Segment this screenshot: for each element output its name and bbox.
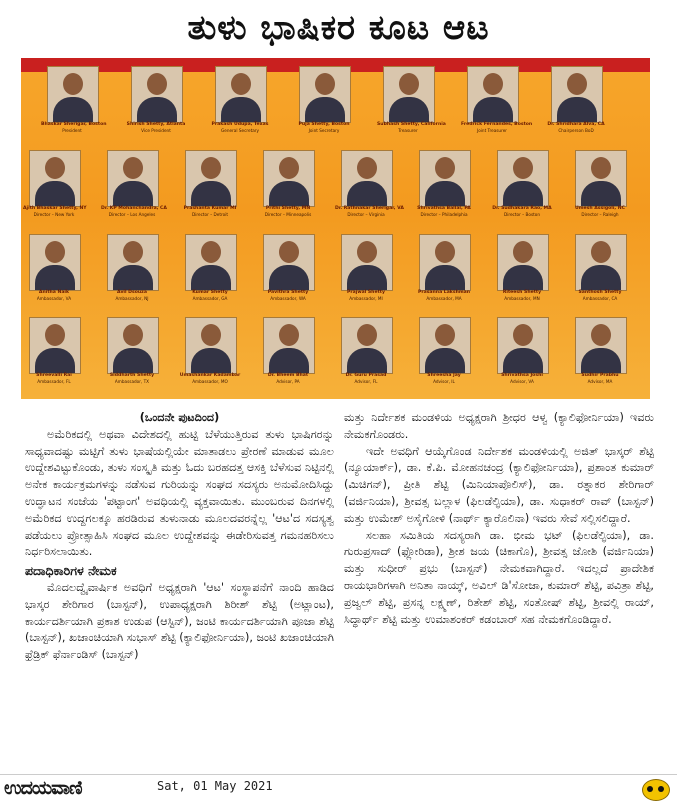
- portrait-photo: [47, 66, 99, 123]
- person-name: Subhash Shetty, California: [377, 122, 446, 127]
- portrait-photo: [341, 317, 393, 374]
- portrait-photo: [575, 150, 627, 207]
- person-role: Director – Philadelphia: [420, 212, 468, 217]
- portrait-photo: [263, 317, 315, 374]
- person-role: Ambassador, FL: [37, 379, 71, 384]
- portrait-photo: [107, 234, 159, 291]
- section-subhead: ಪದಾಧಿಕಾರಿಗಳ ನೇಮಕ: [25, 563, 117, 579]
- person-role: Director – Boston: [503, 212, 541, 217]
- page-footer: [0, 774, 677, 801]
- person-role: Ambassador, WA: [270, 296, 306, 301]
- person-card: [335, 150, 404, 224]
- person-card: [413, 234, 475, 308]
- person-card: [461, 66, 533, 140]
- person-card: [101, 150, 167, 224]
- person-role: Ambassador, GA: [192, 296, 228, 301]
- person-role: Ambassador, NJ: [115, 296, 149, 301]
- portrait-photo: [263, 150, 315, 207]
- person-name: Shrivathsa Joshi: [501, 373, 543, 378]
- person-card: [179, 234, 241, 308]
- person-name: Shreesha Jay: [427, 373, 461, 378]
- portrait-photo: [341, 150, 393, 207]
- person-card: [101, 234, 163, 308]
- person-name: Prasanna Lakshman: [417, 290, 471, 295]
- person-role: Director – Los Angeles: [108, 212, 156, 217]
- person-card: [23, 234, 85, 308]
- person-card: [257, 150, 319, 224]
- portrait-photo: [497, 234, 549, 291]
- person-name: Santhosh Shetty: [578, 290, 622, 295]
- person-name: Anitha Naik: [38, 290, 70, 295]
- person-name: Dr. KP Mohanchandra, CA: [101, 206, 167, 211]
- portrait-photo: [185, 234, 237, 291]
- person-role: Advisor, VA: [510, 379, 534, 384]
- person-card: [545, 66, 607, 140]
- person-card: [209, 66, 271, 140]
- continued-note: (ಒಂದನೇ ಪುಟದಿಂದ): [139, 411, 220, 424]
- person-name: Kumar Shetty: [192, 290, 228, 295]
- portrait-photo: [263, 234, 315, 291]
- person-name: Dr. Guru Prasad: [345, 373, 387, 378]
- paragraph-directors: ಇದೇ ಅವಧಿಗೆ ಆಯ್ಕೆಗೊಂಡ ನಿರ್ದೇಶಕ ಮಂಡಳಿಯಲ್ಲಿ ಅಜಿತ್ ಭಾಸ್ಕರ್ ಶೆಟ್ಟಿ (ನ್ಯೂಯಾರ್ಕ್), ಡಾ. ಕೆ.ಪಿ. ಮೋಹನಚಂದ್ರ (ಕ್ಯಾಲಿಫೋರ್ನಿಯಾ), ಪ್ರಶಾಂತ ಕುಮಾರ್ (ಮಿಚಿಗನ್), ಪ್ರೀತಿ ಶೆಟ್ಟಿ (ಮಿನಿಯಾಪೊಲಿಸ್), ಡಾ. ರತ್ನಾಕರ ಶೇರಿಗಾರ್ (ವರ್ಜಿನಿಯಾ), ಶ್ರೀವತ್ಸ ಬಲ್ಲಾಳ (ಫಿಲಡೆಲ್ಫಿಯಾ), ಡಾ. ಸುಧಾಕರ್ ರಾವ್ (ಬಾಸ್ಟನ್) ಮತ್ತು ಉಮೇಶ್ ಅಸೈಗೋಳಿ (ನಾರ್ಥ್ ಕ್ಯಾರೊಲಿನಾ) ಇವರು ಸೇವೆ ಸಲ್ಲಿಸಲಿದ್ದಾರೆ.: [344, 444, 654, 525]
- person-role: Ambassador, TX: [114, 379, 150, 384]
- person-role: President: [62, 128, 82, 133]
- paragraph-advisors: ಸಲಹಾ ಸಮಿತಿಯ ಸದಸ್ಯರಾಗಿ ಡಾ. ಭೀಮ ಭಟ್ (ಫಿಲಡೆಲ್ಫಿಯಾ), ಡಾ. ಗುರುಪ್ರಸಾದ್ (ಫ್ಲೋರಿಡಾ), ಶ್ರೀಶ ಜಯ (ಚಿಕಾಗೊ), ಶ್ರೀವತ್ಸ ಜೋಶಿ (ವರ್ಜಿನಿಯಾ) ಮತ್ತು ಸುಧೀರ್ ಪ್ರಭು (ಬಾಸ್ಟನ್) ನೇಮಕವಾಗಿದ್ದಾರೆ. ಇದಲ್ಲದೆ ಪ್ರಾದೇಶಿಕ ರಾಯಭಾರಿಗಳಾಗಿ ಅನಿತಾ ನಾಯ್ಕ್, ಅವಿಲ್ ಡಿ'ಸೋಜಾ, ಕುಮಾರ್ ಶೆಟ್ಟಿ, ಪವಿತ್ರಾ ಶೆಟ್ಟಿ, ಪ್ರಜ್ವಲ್ ಶೆಟ್ಟಿ, ಪ್ರಸನ್ನ ಲಕ್ಷ್ಮಣ್, ರಿತೇಶ್ ಶೆಟ್ಟಿ, ಸಂತೋಷ್ ಶೆಟ್ಟಿ, ಶ್ರೀವಲ್ಲಿ ರಾಯ್, ಸಿದ್ಧಾರ್ಥ್ ಶೆಟ್ಟಿ ಮತ್ತು ಉಮಾಶಂಕರ್ ಕಡಂಬಾರ್ ಸಹ ನೇಮಕಗೊಂಡಿದ್ದಾರೆ.: [344, 528, 654, 626]
- portrait-photo: [497, 317, 549, 374]
- person-card: [413, 317, 475, 391]
- person-name: Pavithra Shetty: [267, 290, 309, 295]
- person-card: [257, 234, 319, 308]
- person-card: [491, 317, 553, 391]
- paragraph-intro: ಅಮೆರಿಕದಲ್ಲಿ ಅಥವಾ ವಿದೇಶದಲ್ಲಿ ಹುಟ್ಟಿ ಬೆಳೆಯುತ್ತಿರುವ ತುಳು ಭಾಷಿಗರನ್ನು ಸಾಧ್ಯವಾದಷ್ಟು ಮಟ್ಟಿಗೆ ತುಳು ಭಾಷೆಯಲ್ಲಿಯೇ ಮಾತಾಡಲು ಪ್ರೇರಣೆ ಮಾಡುವ ಮೂಲ ಉದ್ದೇಶವಿಟ್ಟುಕೊಂಡು, ತುಳು ಸಂಸ್ಕೃತಿ ಮತ್ತು ಓದು ಬರಹದತ್ತ ಆಸಕ್ತಿ ಬೆಳೆಸುವ ನಿಟ್ಟಿನಲ್ಲಿ ಅನೇಕ ಕಾರ್ಯಕ್ರಮಗಳನ್ನು ನಡೆಸುವ ಗುರಿಯನ್ನು ಸಂಘದ ಸದಸ್ಯರು ಅನುಮೋದಿಸಿದ್ದು ಉದ್ಘಾಟನ ಸಂಜೆಯ 'ಪಟ್ಟಾಂಗ' ಅವಧಿಯಲ್ಲಿ ವ್ಯಕ್ತವಾಯಿತು. ಮುಂಬರುವ ದಿನಗಳಲ್ಲಿ ಅಮೆರಿಕದ ಉದ್ದಗಲಕ್ಕೂ ಹರಡಿರುವ ತುಳುನಾಡು ಮೂಲದವರನ್ನೆಲ್ಲ 'ಆಟ'ದ ಸದಸ್ಯತ್ವ ಪಡೆಯಲು ಪ್ರೋತ್ಸಾಹಿಸಿ ಸಂಘದ ಮೂಲ ಉದ್ದೇಶವನ್ನು ಈಡೇರಿಸುವತ್ತ ಗಮನಹರಿಸಲು ನಿರ್ಧರಿಸಲಾಯಿತು.: [25, 427, 334, 559]
- paragraph-chair: ಮತ್ತು ನಿರ್ದೇಶಕ ಮಂಡಳಿಯ ಅಧ್ಯಕ್ಷರಾಗಿ ಶ್ರೀಧರ ಆಳ್ವ (ಕ್ಯಾಲಿಫೋರ್ನಿಯಾ) ಇವರು ನೇಮಕಗೊಂಡರು.: [344, 411, 654, 441]
- person-name: Prakash Udupa, Texas: [211, 122, 269, 127]
- person-name: Shreevalli Rai: [36, 373, 72, 378]
- portrait-photo: [107, 150, 159, 207]
- person-name: Dr. Sudhakara Rao, MA: [492, 206, 552, 211]
- portrait-photo: [215, 66, 267, 123]
- person-role: Advisor, IL: [433, 379, 455, 384]
- person-card: [257, 317, 319, 391]
- person-name: Umesh Assigoli, NC: [575, 206, 625, 211]
- person-card: [23, 150, 85, 224]
- person-role: Ambassador, MN: [504, 296, 540, 301]
- person-card: [125, 66, 187, 140]
- person-name: Fredrick Fernandes, Boston: [461, 122, 533, 127]
- paragraph-officers: ಮೊದಲದ್ವೈವಾರ್ಷಿಕ ಅವಧಿಗೆ ಅಧ್ಯಕ್ಷರಾಗಿ 'ಆಟ' ಸಂಸ್ಥಾಪನೆಗೆ ನಾಂದಿ ಹಾಡಿದ ಭಾಸ್ಕರ ಶೇರಿಗಾರ (ಬಾಸ್ಟನ್), ಉಪಾಧ್ಯಕ್ಷರಾಗಿ ಶಿರೀಶ್ ಶೆಟ್ಟಿ (ಅಟ್ಲಾಂಟ), ಕಾರ್ಯದರ್ಶಿಯಾಗಿ ಪ್ರಕಾಶ ಉಡುಪ (ಆಸ್ಟಿನ್), ಜಂಟಿ ಕಾರ್ಯದರ್ಶಿಯಾಗಿ ಪೂಜಾ ಶೆಟ್ಟಿ (ಬಾಸ್ಟನ್), ಖಜಾಂಚಿಯಾಗಿ ಸುಭಾಸ್ ಶೆಟ್ಟಿ (ಕ್ಯಾಲಿಫೋರ್ನಿಯಾ), ಜಂಟಿ ಖಜಾಂಚಿಯಾಗಿ ಫ್ರೆಡ್ರಿಕ್ ಫೆರ್ನಾಂಡಿಸ್ (ಬಾಸ್ಟನ್): [25, 580, 334, 662]
- person-card: [569, 234, 631, 308]
- person-role: Vice President: [141, 128, 171, 133]
- portrait-photo: [131, 66, 183, 123]
- person-card: [413, 150, 475, 224]
- person-name: Dr. Shridhara Alva, CA: [547, 122, 605, 127]
- person-name: Avil Dsouza: [117, 290, 147, 295]
- portrait-photo: [419, 234, 471, 291]
- person-role: Treasurer: [398, 128, 418, 133]
- article-column-right: [344, 410, 654, 628]
- person-role: Ambassador, MA: [426, 296, 462, 301]
- person-role: Advisor, MA: [587, 379, 613, 384]
- owl-mascot-icon[interactable]: [642, 779, 670, 801]
- person-role: Director – Raleigh: [581, 212, 619, 217]
- person-name: Shirish Shetty, Atlanta: [126, 122, 186, 127]
- person-name: Dr. Bheem Bhat: [267, 373, 309, 378]
- person-card: [569, 150, 631, 224]
- person-role: Joint Treasurer: [476, 128, 508, 133]
- person-name: Shrivathsa Ballal, PA: [417, 206, 471, 211]
- portrait-photo: [29, 234, 81, 291]
- newspaper-logo[interactable]: ಉದಯವಾಣಿ: [4, 777, 82, 799]
- portrait-photo: [341, 234, 393, 291]
- person-role: Director – Virginia: [347, 212, 385, 217]
- person-name: Dr. Rathnakar Sherigar, VA: [335, 206, 404, 211]
- person-role: General Secretary: [221, 128, 259, 133]
- person-role: Ambassador, MI: [349, 296, 383, 301]
- person-name: Riteesh Shetty: [502, 290, 542, 295]
- person-card: [179, 317, 241, 391]
- person-role: Director – New York: [33, 212, 75, 217]
- article-column-left: [25, 410, 334, 664]
- portrait-photo: [383, 66, 435, 123]
- person-card: [335, 317, 397, 391]
- person-role: Joint Secretary: [308, 128, 340, 133]
- person-card: [569, 317, 631, 391]
- edition-date: Sat, 01 May 2021: [157, 779, 273, 793]
- person-name: Prajwal Shetty: [347, 290, 385, 295]
- person-card: [41, 66, 107, 140]
- person-card: [101, 317, 163, 391]
- portrait-photo: [29, 150, 81, 207]
- headline: ತುಳು ಭಾಷಿಕರ ಕೂಟ ಆಟ: [187, 7, 490, 48]
- person-name: Prithi Shetty, MN: [265, 206, 311, 211]
- person-name: Bhaskar Sherigar, Boston: [41, 122, 107, 127]
- person-role: Ambassador, MO: [192, 379, 228, 384]
- team-photo-panel: [21, 58, 650, 399]
- person-role: Ambassador, VA: [36, 296, 72, 301]
- portrait-photo: [467, 66, 519, 123]
- person-role: Advisor, PA: [276, 379, 300, 384]
- person-card: [491, 234, 553, 308]
- person-name: Siddharth Shetty: [109, 373, 155, 378]
- person-card: [293, 66, 355, 140]
- portrait-photo: [299, 66, 351, 123]
- person-name: Puja Shetty, Boston: [298, 122, 350, 127]
- portrait-photo: [419, 150, 471, 207]
- portrait-photo: [575, 317, 627, 374]
- portrait-photo: [29, 317, 81, 374]
- portrait-photo: [419, 317, 471, 374]
- person-card: [491, 150, 553, 224]
- portrait-photo: [497, 150, 549, 207]
- portrait-photo: [107, 317, 159, 374]
- person-name: Sudhir Prabhu: [581, 373, 619, 378]
- person-role: Director – Detroit: [191, 212, 229, 217]
- person-name: Umashankar Kadambar: [179, 373, 241, 378]
- person-role: Chairperson BoD: [558, 128, 594, 133]
- portrait-photo: [185, 317, 237, 374]
- person-name: Prashanta Kumar MI: [183, 206, 237, 211]
- portrait-photo: [551, 66, 603, 123]
- person-role: Director – Minneapolis: [264, 212, 312, 217]
- person-name: Ajith Bhaskar Shetty, NY: [23, 206, 87, 211]
- person-card: [335, 234, 397, 308]
- person-card: [179, 150, 241, 224]
- person-card: [377, 66, 446, 140]
- person-card: [23, 317, 85, 391]
- person-role: Advisor, FL: [354, 379, 378, 384]
- person-role: Ambassador, CA: [582, 296, 618, 301]
- portrait-photo: [185, 150, 237, 207]
- portrait-photo: [575, 234, 627, 291]
